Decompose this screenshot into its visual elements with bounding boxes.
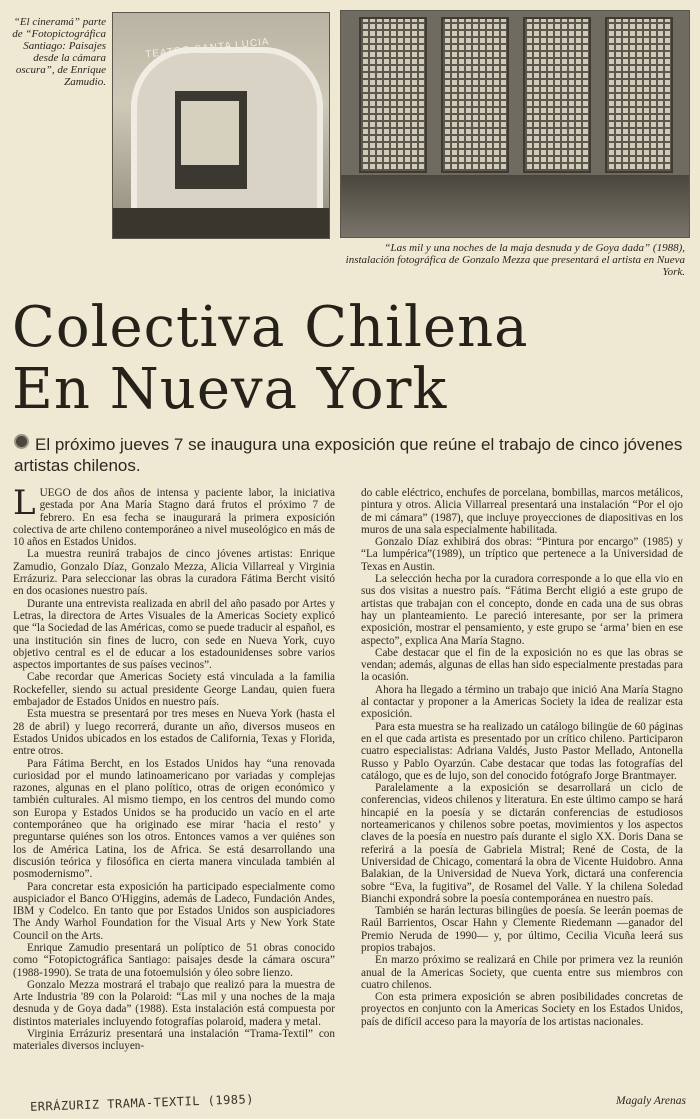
photo-right-caption: “Las mil y una noches de la maja desnuda y de Goya dada” (1988), instalación fotográfica de Gonzalo Mezza que presentará el artista en Nueva York. <box>345 242 685 278</box>
headline <box>12 295 692 422</box>
article-column-left <box>13 483 335 1053</box>
paragraph: Ahora ha llegado a término un trabajo que inició Ana María Stagno al contactar y proponer a la Americas Society la idea de realizar esta exposición. <box>361 683 683 721</box>
bullet-icon <box>14 434 29 449</box>
article-column-right <box>361 487 683 1028</box>
paragraph: Para esta muestra se ha realizado un catálogo bilingüe de 60 páginas en el que cada artista es presentado por un crítico chileno. Participaron cuatro especialistas: Adriana Valdés, Justo Pastor Mellado, Antonella Russo y Pablo Oyarzún. Cabe destacar que todas las fotografías del catálogo, que es de lujo, son del conocido fotógrafo Jorge Brantmayer. <box>361 720 683 782</box>
photo-left-caption: “El cineramá” parte de “Fotopictográfica Santiago: Paisajes desde la cámara oscura”, de Enrique Zamudio. <box>12 16 106 88</box>
lead-text: El próximo jueves 7 se inaugura una exposición que reúne el trabajo de cinco jóvenes artistas chilenos. <box>14 435 683 475</box>
paragraph: Enrique Zamudio presentará un políptico de 51 obras conocido como “Fotopictográfica Santiago: paisajes desde la cámara oscura” (1988-1990). Se trata de una fotoemulsión y óleo sobre lienzo. <box>13 941 335 979</box>
paragraph: Durante una entrevista realizada en abril del año pasado por Artes y Letras, la directora de Artes Visuales de la Americas Society explicó que “la Sociedad de las Américas, como se puede traducir al español, es una institución sin fines de lucro, con sede en Nueva York, cuyo objetivo central es el de educar a los estadounidenses sobre varios aspectos importantes de sus países vecinos”. <box>13 597 335 672</box>
paragraph: Paralelamente a la exposición se desarrollará un ciclo de conferencias, videos chilenos y literatura. En este último campo se hará hincapié en la poesía y se dictarán conferencias de estudiosos norteamericanos y chilenos sobre poetas, movimientos y los aspectos claves de la poesía en nuestro país durante el siglo XX. Doris Dana se referirá a la poesía de Gabriela Mistral; René de Costa, de la Universidad de Chicago, comentará la obra de Vicente Huidobro. Anna Balakian, de la Universidad de Nueva York, dictará una conferencia sobre “Eva, la fugitiva”, de Rosamel del Valle. Y la chilena Soledad Bianchi expondrá sobre la poesía contemporánea en nuestro país. <box>361 782 683 905</box>
lead-paragraph <box>14 434 684 476</box>
paragraph: Para concretar esta exposición ha participado especialmente como auspiciador el Banco O'Higgins, además de Ladeco, Fundación Andes, IBM y Codelco. En tanto que por Estados Unidos son auspiciadores The Andy Warhol Foundation for the Visual Arts y New York State Council on the Arts. <box>13 880 335 942</box>
paragraph: También se harán lecturas bilingües de poesía. Se leerán poemas de Raúl Barrientos, Oscar Hahn y Clemente Riedemann —ganador del Premio Neruda de 1990— y, por último, Cecilia Vicuña leerá sus propios trabajos. <box>361 905 683 954</box>
paragraph: Gonzalo Mezza mostrará el trabajo que realizó para la muestra de Arte Industria '89 con la Polaroid: “Las mil y una noches de la maja desnuda y de Goya dada” (1988). Esta instalación está compuesta por distintos materiales incluyendo fotografías polaroid, madera y metal. <box>13 978 335 1028</box>
paragraph: do cable eléctrico, enchufes de porcelana, bombillas, marcos metálicos, pintura y otros. Alicia Villarreal presentará una instalación “Por el ojo de mi cámara” (1987), que incluye proyecciones de diapositivas en los muros de una sala especialmente habilitada. <box>361 487 683 536</box>
paragraph: Gonzalo Díaz exhibirá dos obras: “Pintura por encargo” (1985) y “La lumpérica”(1989), un tríptico que pertenece a la Universidad de Texas en Austin. <box>361 536 683 573</box>
paragraph: Con esta primera exposición se abren posibilidades concretas de proyectos en conjunto con la Americas Society en los Estados Unidos, país de difícil acceso para la mayoría de los artistas nacionales. <box>361 991 683 1028</box>
paragraph: UEGO de dos años de intensa y paciente labor, la iniciativa gestada por Ana María Stagno dará frutos el próximo 7 de febrero. En esa fecha se inaugurará la primera exposición colectiva de arte chileno contemporáneo a nivel museológico en más de 10 años en Estados Unidos. <box>13 487 335 549</box>
paragraph: La selección hecha por la curadora corresponde a lo que ella vio en sus dos visitas a nuestro país. “Fátima Bercht eligió a este grupo de artistas que trabajan con el concepto, donde en cada una de sus obras hay un planteamiento. Le pareció interesante, por ser la primera exposición, mostrar el pensamiento, y este grupo se ‘arma’ bien en ese aspecto”, explica Ana María Stagno. <box>361 573 683 647</box>
photo-sign-text: TEATRO SANTA LUCIA <box>144 36 271 61</box>
paragraph: Para Fátima Bercht, en los Estados Unidos hay “una renovada curiosidad por el mundo latinoamericano por variadas y complejas razones, algunas en el plano político, otras de origen económico y también culturales. Al mismo tiempo, en los centros del mundo como son Europa y Estados Unidos se ha producido un vacío en el arte contemporáneo que ha originado ese mirar ‘hacia el resto’ y preguntarse quiénes son los otros. Entonces vamos a ver quiénes son los de América Latina, los de Africa. Se está desarrollando una discusión teórica y filosófica en cierta manera vinculada también al posmodernismo”. <box>13 757 335 881</box>
paragraph: En marzo próximo se realizará en Chile por primera vez la reunión anual de la Americas Society, que cuenta entre sus miembros con cuatro chilenos. <box>361 954 683 991</box>
handwritten-note: ERRÁZURIZ TRAMA-TEXTIL (1985) <box>29 1092 255 1114</box>
byline: Magaly Arenas <box>616 1095 686 1107</box>
headline-line-1: Colectiva Chilena <box>12 295 529 360</box>
paragraph: Cabe destacar que el fin de la exposición no es que las obras se vendan; además, algunas de ellas han sido especialmente prestadas para la ocasión. <box>361 646 683 684</box>
headline-line-2: En Nueva York <box>12 357 448 422</box>
paragraph: Esta muestra se presentará por tres meses en Nueva York (hasta el 28 de abril) y luego recorrerá, durante un año, diversos museos en Estados Unidos ubicados en los estados de California, Texas y Florida, entre otros. <box>13 708 335 758</box>
photo-cinerama <box>112 12 330 239</box>
photo-installation-mezza <box>340 10 690 238</box>
paragraph: Virginia Errázuriz presentará una instalación “Trama-Textil” con materiales diversos incluyen- <box>13 1028 335 1053</box>
paragraph: La muestra reunirá trabajos de cinco jóvenes artistas: Enrique Zamudio, Gonzalo Díaz, Gonzalo Mezza, Alicia Villarreal y Virginia Errázuriz. Para seleccionar las obras la curadora Fátima Bercht visitó en dos ocasiones nuestro país. <box>13 548 335 598</box>
drop-cap: L <box>13 483 36 523</box>
paragraph: Cabe recordar que Americas Society está vinculada a la familia Rockefeller, siendo su actual presidente George Landau, quien fuera embajador de Estados Unidos en nuestro país. <box>13 671 335 709</box>
